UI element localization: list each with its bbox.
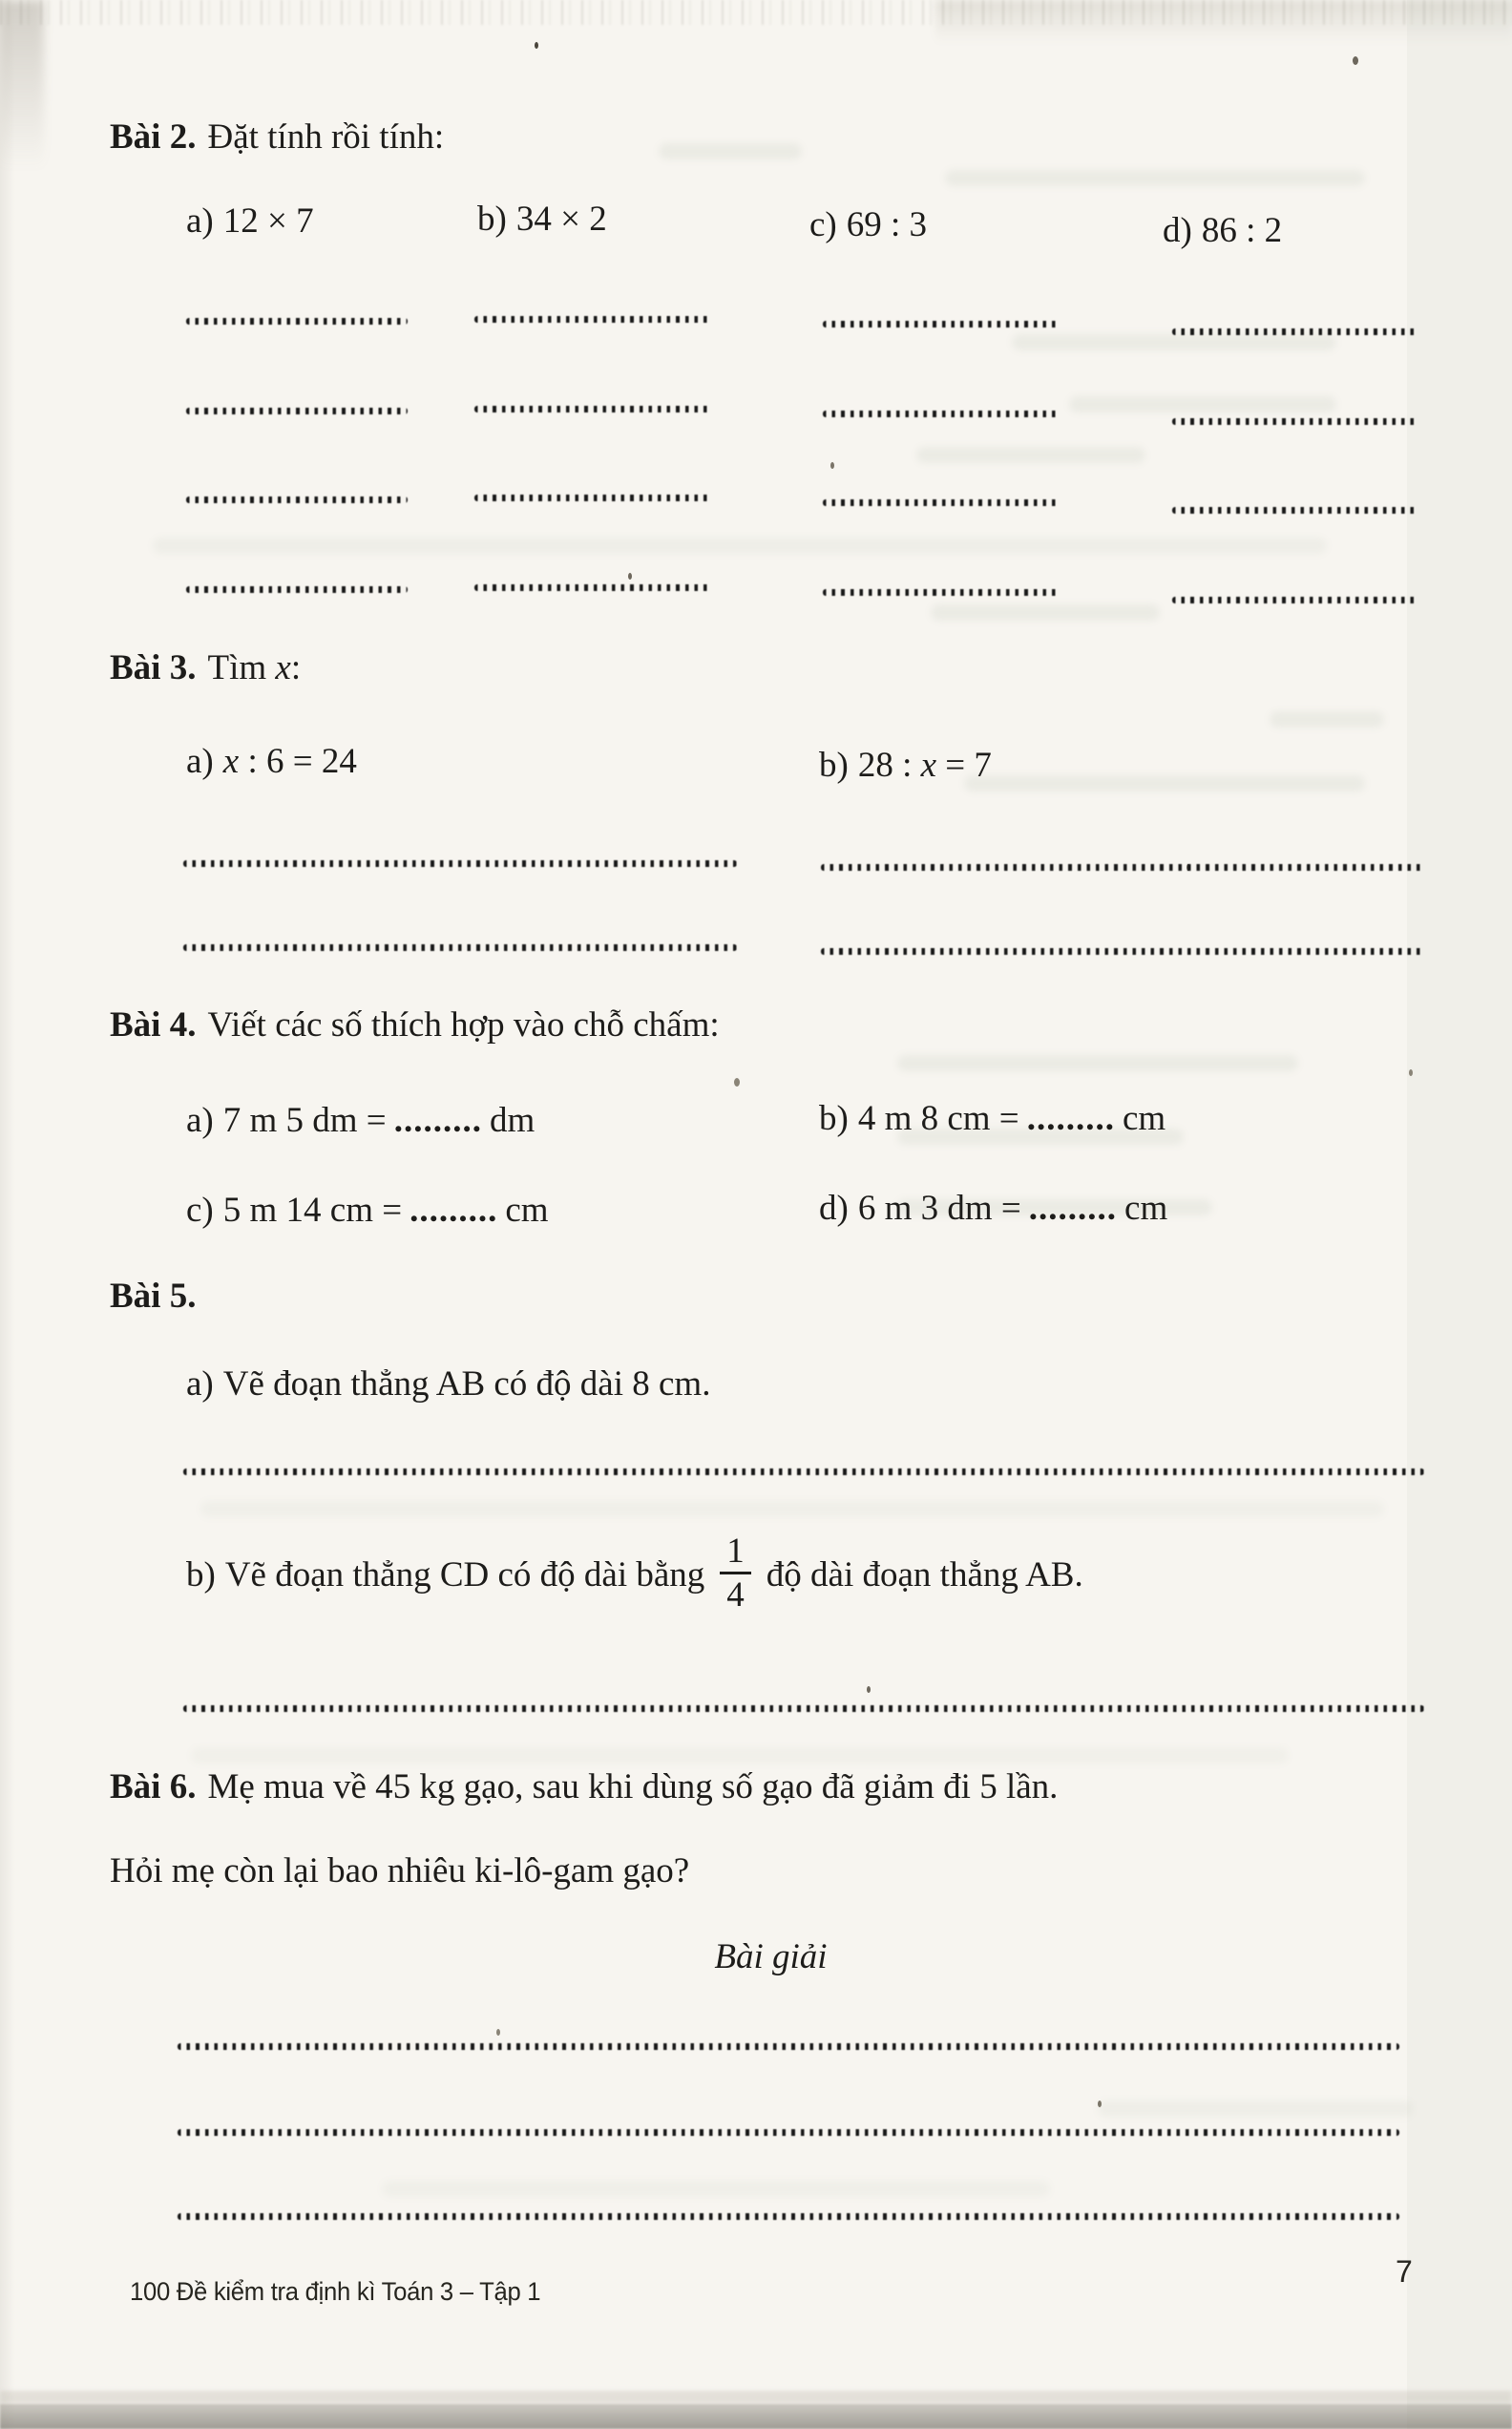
fraction-denominator: 4 (726, 1574, 745, 1615)
item-label: d) (819, 1189, 849, 1228)
item-label: a) (186, 742, 214, 781)
item-expression: 6 m 3 dm = (857, 1189, 1021, 1228)
item-unit: cm (1122, 1099, 1166, 1138)
item-expression: 69 : 3 (846, 205, 928, 244)
bai2-title: Bài 2. (110, 117, 197, 157)
footer-book-title (130, 2276, 540, 2307)
item-label: b) (186, 1554, 216, 1595)
answer-dotted-line (474, 316, 711, 323)
item-expression: : 6 = 24 (239, 742, 357, 781)
bai4-heading (110, 1004, 720, 1046)
bai3-item-b (819, 745, 992, 787)
bai3-prompt-variable: x (275, 648, 291, 687)
scan-tint-right (1407, 0, 1512, 2429)
fill-in-dots: ......... (1026, 1099, 1115, 1138)
fraction-numerator: 1 (720, 1533, 751, 1574)
answer-dotted-line (1172, 597, 1417, 603)
bai4-item-c (186, 1190, 549, 1232)
item-text: Vẽ đoạn thẳng AB có độ dài 8 cm. (222, 1364, 711, 1404)
item-label: a) (186, 1364, 214, 1404)
answer-dotted-line (474, 406, 711, 412)
bai3-prompt-post: : (290, 648, 302, 687)
item-text: độ dài đoạn thẳng AB. (766, 1554, 1083, 1595)
bai2-item-b (477, 199, 607, 241)
item-expression: = 7 (936, 746, 992, 785)
answer-dotted-line (823, 499, 1060, 506)
answer-dotted-line (823, 411, 1060, 417)
bai6-title: Bài 6. (110, 1767, 197, 1806)
bai2-item-d (1163, 210, 1282, 252)
bai4-item-a (186, 1100, 535, 1142)
bai5-item-b (186, 1522, 1083, 1629)
answer-dotted-line (178, 2129, 1399, 2136)
item-label: a) (186, 1101, 214, 1140)
item-expression: 86 : 2 (1201, 211, 1283, 250)
answer-dotted-line (823, 321, 1060, 327)
item-label: b) (819, 1099, 849, 1138)
bai4-item-d (819, 1188, 1167, 1230)
bai5-heading (110, 1276, 196, 1318)
bleed-through-mark (153, 538, 1327, 554)
item-expression: 7 m 5 dm = (222, 1101, 387, 1140)
bleed-through-mark (191, 1747, 1289, 1764)
item-expression: 34 × 2 (515, 200, 607, 239)
answer-dotted-line (178, 2043, 1399, 2050)
bleed-through-mark (200, 1501, 1384, 1517)
answer-dotted-line (474, 495, 711, 501)
scan-smudge-top-right (935, 0, 1512, 44)
bai6-problem-text: Mẹ mua về 45 kg gạo, sau khi dùng số gạo đã giảm đi 5 lần. (207, 1767, 1059, 1806)
item-expression: 4 m 8 cm = (857, 1099, 1019, 1138)
bleed-through-mark (931, 604, 1160, 621)
footer-book-title-text: 100 Đề kiểm tra định kì Toán 3 – Tập 1 (130, 2277, 541, 2306)
bai2-item-a (186, 201, 314, 243)
bai3-title: Bài 3. (110, 648, 197, 687)
bai2-item-c (809, 204, 927, 246)
bai3-prompt-pre: Tìm (207, 648, 267, 687)
solution-heading (110, 1936, 1432, 1978)
bai3-heading (110, 647, 301, 689)
bai5-item-a (186, 1363, 710, 1405)
bai2-heading (110, 116, 444, 158)
bai3-item-a (186, 741, 357, 783)
bai2-prompt: Đặt tính rồi tính: (207, 117, 445, 157)
bleed-through-mark (964, 775, 1365, 792)
fill-in-dots: ......... (393, 1101, 482, 1140)
item-label: a) (186, 201, 214, 241)
answer-dotted-line (186, 496, 408, 503)
item-text: Vẽ đoạn thẳng CD có độ dài bằng (224, 1554, 705, 1595)
bleed-through-mark (1270, 711, 1384, 728)
item-label: b) (819, 746, 849, 785)
answer-dotted-line (183, 860, 737, 867)
bai6-line1 (110, 1766, 1058, 1808)
answer-dotted-line (186, 408, 408, 414)
answer-dotted-line (178, 2213, 1399, 2220)
bai4-prompt: Viết các số thích hợp vào chỗ chấm: (207, 1005, 720, 1045)
scan-edge-bottom (0, 2404, 1512, 2429)
bleed-through-mark (1012, 334, 1336, 350)
item-expression: 12 × 7 (222, 201, 314, 241)
answer-dotted-line (183, 1705, 1424, 1712)
item-label: c) (809, 205, 837, 244)
item-unit: dm (489, 1101, 536, 1140)
answer-dotted-line (1172, 328, 1417, 335)
bleed-through-mark (1069, 396, 1336, 412)
item-unit: cm (1124, 1189, 1168, 1228)
bleed-through-mark (945, 170, 1365, 186)
fill-in-dots: ......... (410, 1191, 498, 1230)
answer-dotted-line (183, 944, 737, 951)
item-expression: 28 : (857, 746, 921, 785)
scan-edge-left (0, 0, 15, 2429)
item-variable: x (920, 746, 937, 785)
bleed-through-mark (916, 447, 1145, 463)
bai4-item-b (819, 1098, 1166, 1140)
bleed-through-mark (1098, 2101, 1413, 2117)
bai6-problem-text: Hỏi mẹ còn lại bao nhiêu ki-lô-gam gạo? (110, 1851, 690, 1890)
fill-in-dots: ......... (1028, 1189, 1118, 1228)
item-expression: 5 m 14 cm = (222, 1191, 403, 1230)
item-unit: cm (505, 1191, 549, 1230)
bleed-through-mark (659, 143, 802, 159)
answer-dotted-line (186, 586, 408, 593)
scan-edge-bottom-fade (0, 2391, 1512, 2404)
answer-dotted-line (474, 584, 711, 591)
scan-speckles (535, 42, 538, 49)
scan-smudge-top-left (0, 0, 44, 201)
answer-dotted-line (821, 864, 1424, 871)
item-label: c) (186, 1191, 214, 1230)
bai5-title: Bài 5. (110, 1277, 197, 1316)
answer-dotted-line (823, 589, 1060, 596)
answer-dotted-line (183, 1468, 1424, 1475)
scan-noise-top (0, 0, 1512, 25)
bai4-title: Bài 4. (110, 1005, 197, 1045)
answer-dotted-line (1172, 418, 1417, 425)
bleed-through-mark (897, 1055, 1298, 1071)
bai6-line2 (110, 1850, 689, 1892)
item-label: b) (477, 200, 507, 239)
page-number (1396, 2253, 1413, 2290)
fraction-one-fourth (720, 1533, 751, 1615)
answer-dotted-line (1172, 507, 1417, 514)
page-number-text: 7 (1396, 2254, 1413, 2289)
item-variable: x (222, 742, 240, 781)
item-label: d) (1163, 211, 1192, 250)
answer-dotted-line (186, 318, 408, 325)
bleed-through-mark (382, 2181, 1050, 2197)
answer-dotted-line (821, 948, 1424, 955)
solution-heading-label: Bài giải (714, 1937, 828, 1976)
